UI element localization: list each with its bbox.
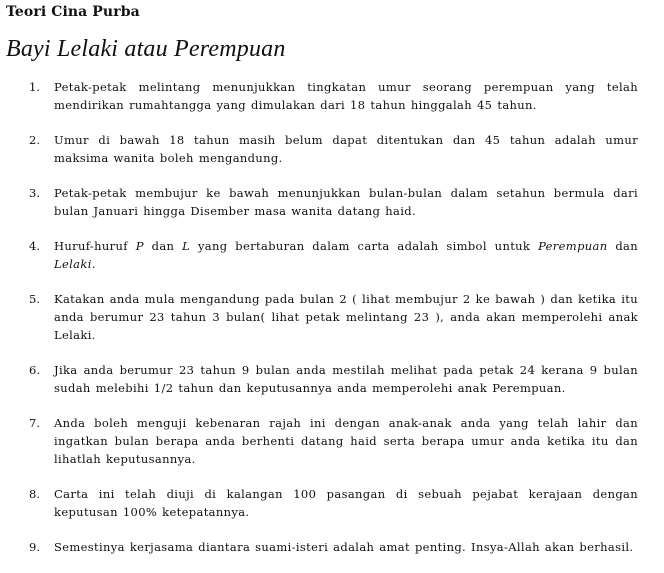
item-text: Semestinya kerjasama diantara suami-isteri adalah amat penting. Insya-Allah akan berhasil. bbox=[54, 540, 634, 554]
item-number: 6. bbox=[29, 363, 40, 377]
item-text: Jika anda berumur 23 tahun 9 bulan anda mestilah melihat pada petak 24 kerana 9 bulan sudah melebihi 1/2 tahun dan keputusannya anda memperolehi anak Perempuan. bbox=[54, 363, 638, 395]
item-number: 3. bbox=[29, 186, 40, 200]
item-number: 7. bbox=[29, 416, 40, 430]
item-number: 5. bbox=[29, 292, 40, 306]
list-item bbox=[0, 361, 664, 397]
list-item bbox=[0, 237, 664, 273]
item-text: Umur di bawah 18 tahun masih belum dapat ditentukan dan 45 tahun adalah umur maksima wanita boleh mengandung. bbox=[54, 133, 638, 165]
item-text: Carta ini telah diuji di kalangan 100 pasangan di sebuah pejabat kerajaan dengan keputusan 100% ketepatannya. bbox=[54, 487, 638, 519]
item-number: 2. bbox=[29, 133, 40, 147]
symbol-l: L bbox=[182, 239, 191, 253]
item-text-part: dan bbox=[607, 239, 638, 253]
word-perempuan: Perempuan bbox=[538, 239, 608, 253]
word-lelaki: Lelaki. bbox=[54, 257, 96, 271]
list-item bbox=[0, 290, 664, 344]
list-item bbox=[0, 131, 664, 167]
item-text: Petak-petak melintang menunjukkan tingkatan umur seorang perempuan yang telah mendirikan rumahtangga yang dimulakan dari 18 tahun hinggalah 45 tahun. bbox=[54, 80, 638, 112]
symbol-p: P bbox=[135, 239, 144, 253]
item-number: 9. bbox=[29, 540, 40, 554]
item-text: Petak-petak membujur ke bawah menunjukkan bulan-bulan dalam setahun bermula dari bulan Januari hingga Disember masa wanita datang haid. bbox=[54, 186, 638, 218]
item-text: Katakan anda mula mengandung pada bulan 2 ( lihat membujur 2 ke bawah ) dan ketika itu anda berumur 23 tahun 3 bulan( lihat petak melintang 23 ), anda akan memperolehi anak Lelaki. bbox=[54, 292, 638, 342]
numbered-list bbox=[0, 78, 664, 573]
item-text: Anda boleh menguji kebenaran rajah ini dengan anak-anak anda yang telah lahir dan ingatkan bulan berapa anda berhenti datang haid serta berapa umur anda ketika itu dan lihatlah keputusannya. bbox=[54, 416, 638, 466]
item-number: 8. bbox=[29, 487, 40, 501]
item-text-part: yang bertaburan dalam carta adalah simbol untuk bbox=[190, 239, 539, 253]
list-item bbox=[0, 485, 664, 521]
list-item bbox=[0, 78, 664, 114]
list-item bbox=[0, 184, 664, 220]
item-text-part: Huruf-huruf bbox=[54, 239, 136, 253]
page-title: Bayi Lelaki atau Perempuan bbox=[6, 36, 286, 62]
section-heading: Teori Cina Purba bbox=[6, 4, 140, 20]
item-text-part: dan bbox=[143, 239, 183, 253]
list-item bbox=[0, 538, 664, 556]
list-item bbox=[0, 414, 664, 468]
item-text bbox=[54, 237, 638, 273]
item-number: 4. bbox=[29, 239, 40, 253]
item-number: 1. bbox=[29, 80, 40, 94]
